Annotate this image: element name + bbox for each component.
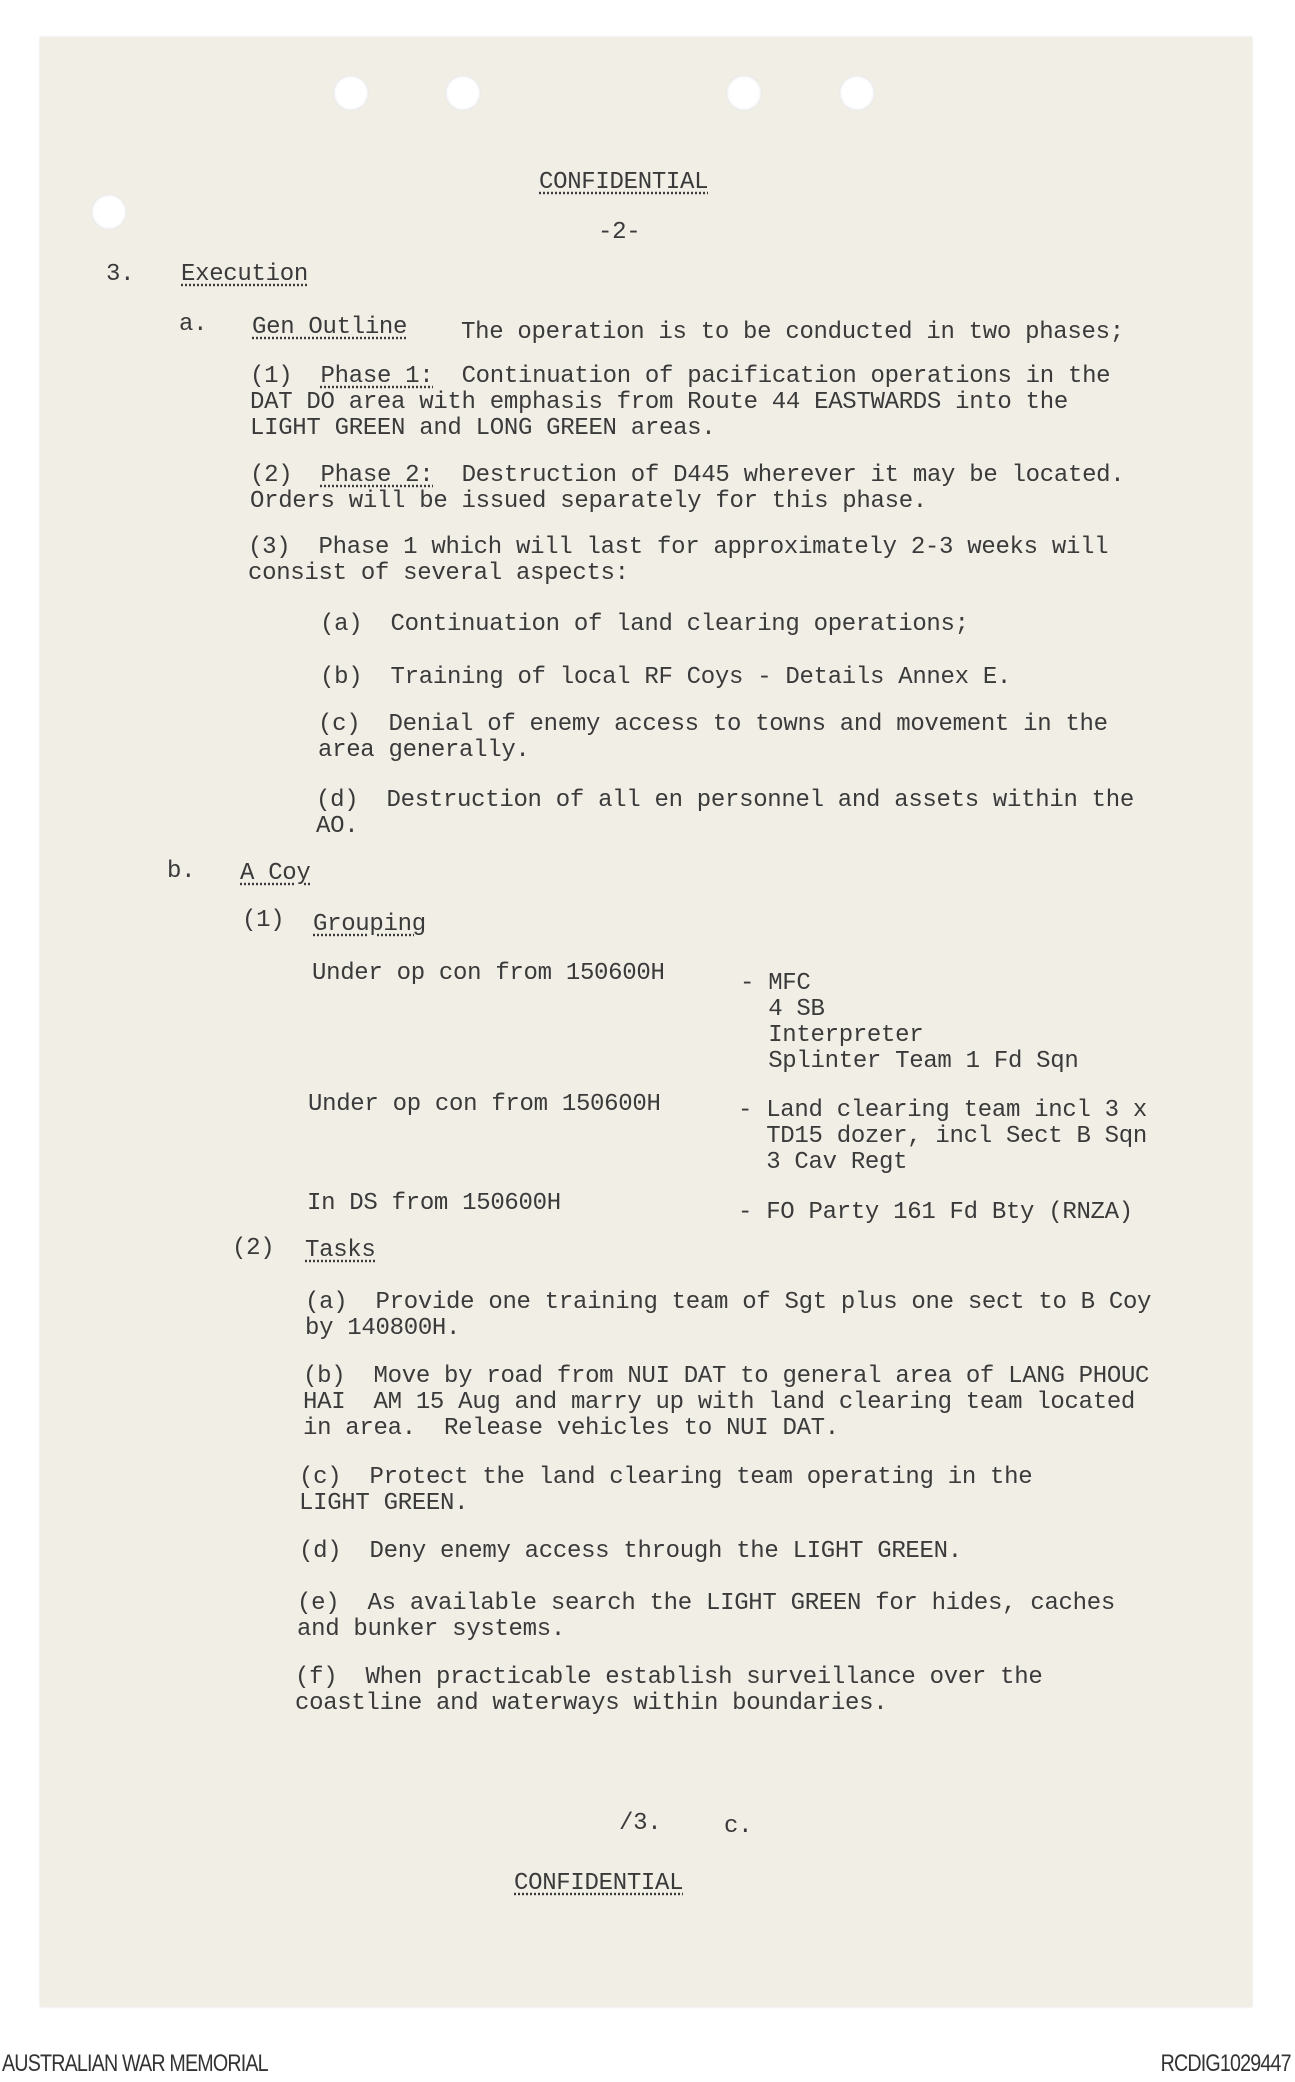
task-item: (c) Protect the land clearing team operating in the LIGHT GREEN. — [299, 1464, 1033, 1517]
subpara-title: Tasks — [305, 1237, 376, 1264]
task-item: (f) When practicable establish surveillance over the coastline and waterways within boundaries. — [295, 1664, 1043, 1717]
aspect-item: (d) Destruction of all en personnel and assets within the AO. — [316, 787, 1134, 840]
punch-hole — [91, 194, 127, 230]
phase-3: (3) Phase 1 which will last for approximately 2-3 weeks will consist of several aspects: — [248, 534, 1109, 587]
subpara-title: Grouping — [313, 911, 426, 938]
subpara-number: (1) — [242, 907, 285, 934]
punch-hole — [333, 75, 369, 111]
punch-hole — [445, 75, 481, 111]
next-para-marker: c. — [724, 1813, 753, 1840]
grouping-items: - FO Party 161 Fd Bty (RNZA) — [738, 1199, 1133, 1226]
aspect-item: (a) Continuation of land clearing operations; — [320, 611, 969, 638]
phase-2: (2) Phase 2: Destruction of D445 wherever it may be located. Orders will be issued separately for this phase. — [250, 462, 1125, 515]
grouping-label: Under op con from 150600H — [308, 1091, 661, 1118]
aspect-item: (b) Training of local RF Coys - Details Annex E. — [320, 664, 1012, 691]
grouping-label: Under op con from 150600H — [312, 960, 665, 987]
page-number: -2- — [598, 219, 641, 246]
punch-hole — [839, 75, 875, 111]
punch-hole — [726, 75, 762, 111]
subpara-number: (2) — [232, 1235, 275, 1262]
continuation-marker: /3. — [619, 1810, 662, 1837]
archive-institution: AUSTRALIAN WAR MEMORIAL — [2, 2050, 268, 2077]
classification-footer: CONFIDENTIAL — [514, 1870, 684, 1897]
archive-reference: RCDIG1029447 — [1160, 2050, 1291, 2077]
phase-1: (1) Phase 1: Continuation of pacification operations in the DAT DO area with emphasis from Route 44 EASTWARDS into the LIGHT GREEN and LONG GREEN areas. — [250, 363, 1111, 442]
grouping-items: - Land clearing team incl 3 x TD15 dozer, incl Sect B Sqn 3 Cav Regt — [738, 1097, 1147, 1176]
classification-header: CONFIDENTIAL — [539, 169, 709, 196]
task-item: (e) As available search the LIGHT GREEN for hides, caches and bunker systems. — [297, 1590, 1115, 1643]
section-title: Execution — [181, 261, 308, 288]
task-item: (d) Deny enemy access through the LIGHT GREEN. — [299, 1538, 962, 1565]
section-number: 3. — [106, 261, 135, 288]
task-item: (b) Move by road from NUI DAT to general area of LANG PHOUC HAI AM 15 Aug and marry up with land clearing team located in area. Release vehicles to NUI DAT. — [303, 1363, 1150, 1442]
para-letter: b. — [167, 858, 196, 885]
para-letter: a. — [179, 311, 208, 338]
para-title: A Coy — [240, 860, 311, 887]
grouping-items: - MFC 4 SB Interpreter Splinter Team 1 Fd Sqn — [740, 970, 1079, 1075]
task-item: (a) Provide one training team of Sgt plus one sect to B Coy by 140800H. — [305, 1289, 1152, 1342]
para-intro: The operation is to be conducted in two phases; — [461, 319, 1124, 346]
grouping-label: In DS from 150600H — [307, 1190, 561, 1217]
aspect-item: (c) Denial of enemy access to towns and movement in the area generally. — [318, 711, 1108, 764]
para-title: Gen Outline — [252, 314, 408, 341]
